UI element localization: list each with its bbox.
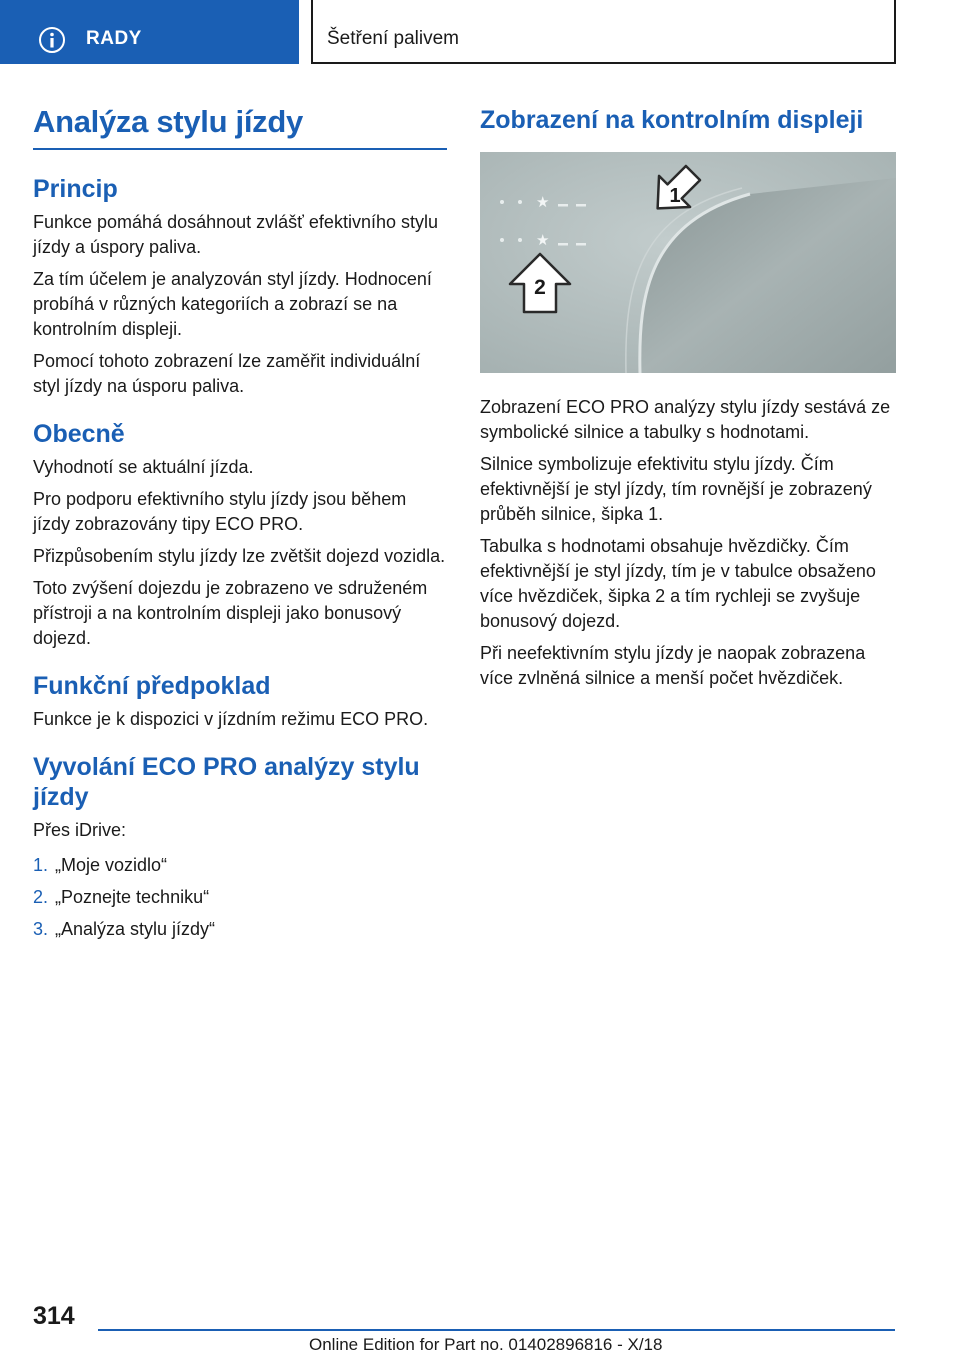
right-column — [480, 100, 896, 691]
footer-divider — [98, 1329, 895, 1331]
paragraph: Za tím účelem je analyzován styl jízdy. Hodnocení probíhá v různých kategoriích a zobrazí se na kontrolním displeji. — [33, 269, 432, 339]
paragraph: Pro podporu efektivního stylu jízdy jsou během jízdy zobrazovány tipy ECO PRO. — [33, 489, 407, 534]
step-text: „Moje vozidlo“ — [55, 855, 168, 875]
arrow-1-label: 1 — [669, 185, 681, 207]
svg-text:★: ★ — [536, 193, 550, 211]
eco-pro-display-figure — [480, 152, 896, 373]
chapter-header — [311, 0, 896, 64]
paragraph: Silnice symbolizuje efektivitu stylu jízdy. Čím efektivnější je styl jízdy, tím rovnější je zobrazený průběh silnice, šipka 1. — [480, 454, 872, 524]
info-circle-icon — [38, 26, 66, 54]
paragraph: Přizpůsobením stylu jízdy lze zvětšit dojezd vozidla. — [33, 546, 446, 566]
section-heading-vyvolani: Vyvolání ECO PRO analýzy stylu jízdy — [33, 753, 420, 811]
svg-text:★: ★ — [536, 231, 550, 249]
chapter-title: Šetření palivem — [327, 28, 460, 49]
section-heading-display: Zobrazení na kontrolním displeji — [480, 106, 864, 134]
step-text: „Poznejte techniku“ — [55, 887, 210, 907]
step-text: „Analýza stylu jízdy“ — [55, 919, 216, 939]
list-item — [33, 885, 447, 910]
section-heading-princip: Princip — [33, 175, 118, 203]
paragraph: Tabulka s hodnotami obsahuje hvězdičky. Čím efektivnější je styl jízdy, tím je v tabulce obsaženo více hvězdiček, šipka 2 a tím rychleji se zvyšuje bonusový dojezd. — [480, 536, 876, 631]
paragraph: Při neefektivním stylu jízdy je naopak zobrazena více zvlněná silnice a menší počet hvězdiček. — [480, 643, 866, 688]
section-heading-obecne: Obecně — [33, 420, 125, 448]
section-label: RADY — [86, 28, 142, 49]
paragraph: Vyhodnotí se aktuální jízda. — [33, 457, 254, 477]
paragraph: Funkce pomáhá dosáhnout zvlášť efektivního stylu jízdy a úspory paliva. — [33, 212, 438, 257]
section-tab[interactable] — [0, 0, 299, 64]
paragraph: Toto zvýšení dojezdu je zobrazeno ve sdruženém přístroji a na kontrolním displeji jako bonusový dojezd. — [33, 578, 428, 648]
step-number: 2. — [33, 887, 49, 907]
paragraph: Zobrazení ECO PRO analýzy stylu jízdy sestává ze symbolické silnice a tabulky s hodnotami. — [480, 397, 891, 442]
paragraph: Přes iDrive: — [33, 820, 127, 840]
edition-note: Online Edition for Part no. 01402896816 - X/18 — [309, 1335, 663, 1354]
arrow-2-label: 2 — [534, 276, 546, 299]
list-item — [33, 917, 447, 942]
step-number: 3. — [33, 919, 49, 939]
left-column — [33, 100, 447, 949]
page-number: 314 — [33, 1302, 75, 1330]
section-heading-predpoklad: Funkční předpoklad — [33, 672, 271, 700]
paragraph: Pomocí tohoto zobrazení lze zaměřit individuální styl jízdy na úsporu paliva. — [33, 351, 421, 396]
list-item — [33, 853, 447, 878]
page-title: Analýza stylu jízdy — [33, 100, 447, 150]
paragraph: Funkce je k dispozici v jízdním režimu ECO PRO. — [33, 709, 429, 729]
step-number: 1. — [33, 855, 49, 875]
step-list — [33, 853, 447, 942]
